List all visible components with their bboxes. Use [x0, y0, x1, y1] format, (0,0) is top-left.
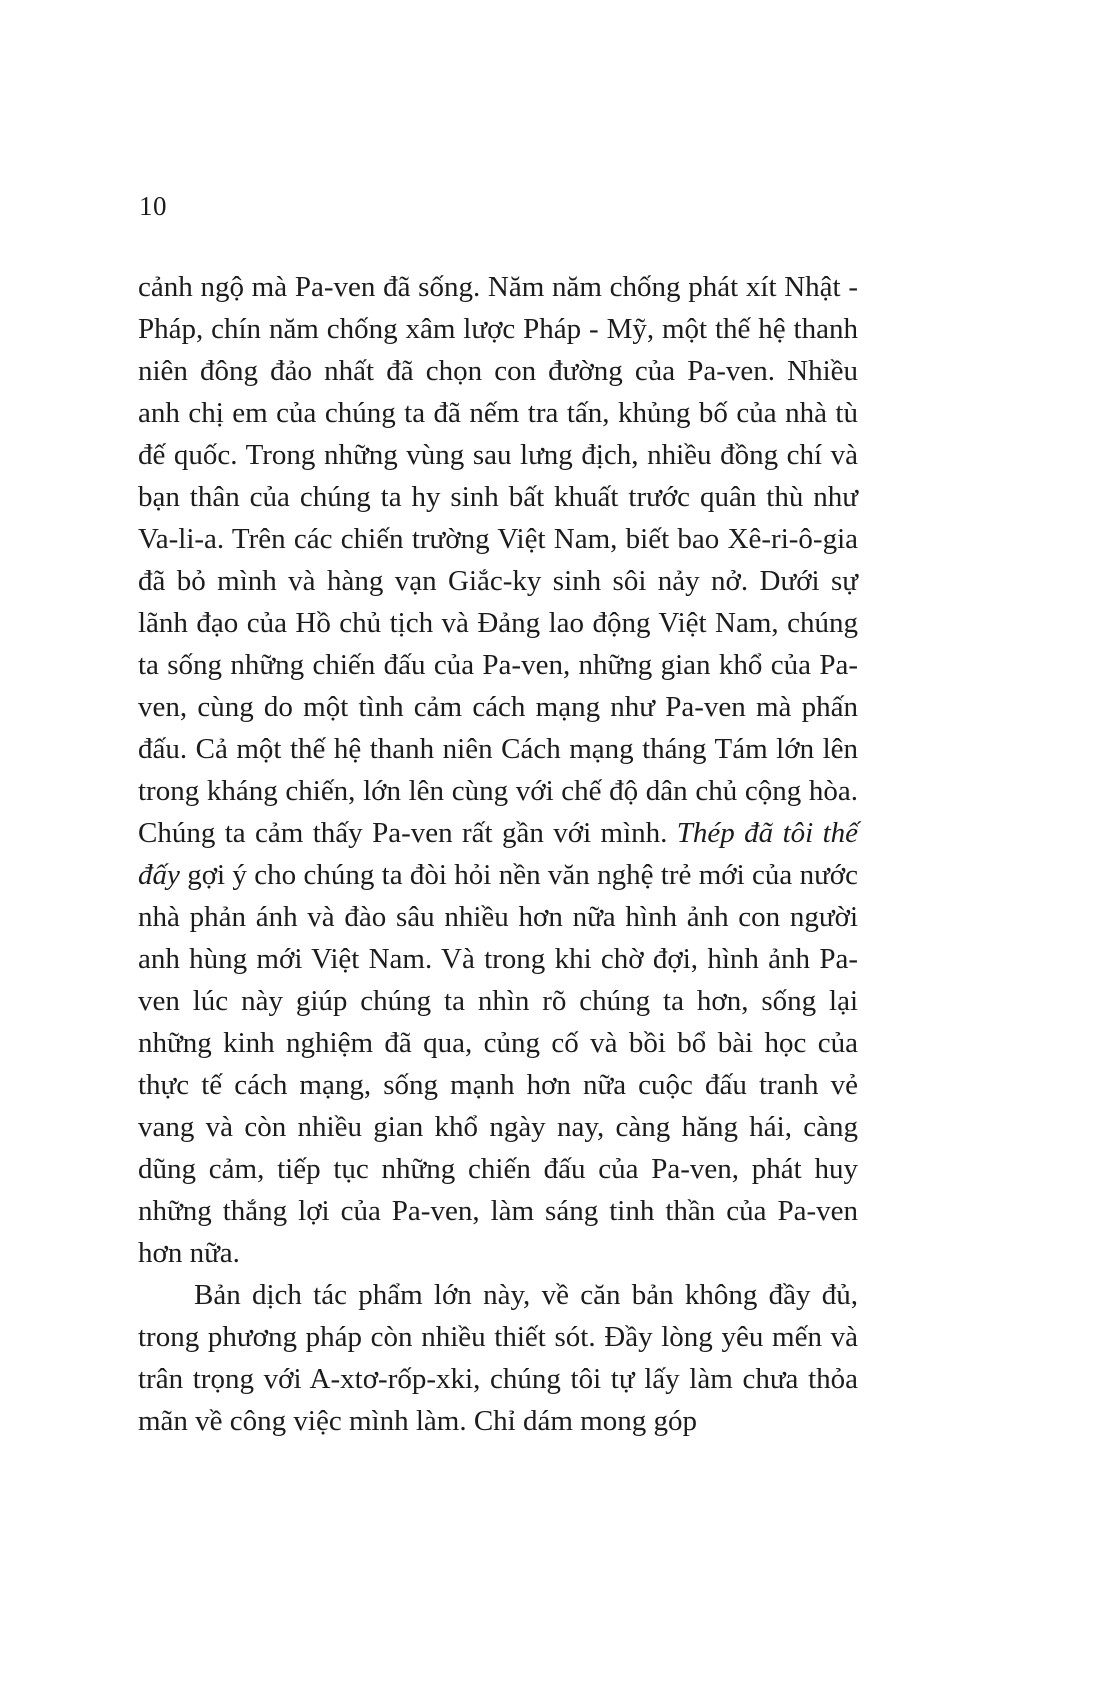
page-number: 10	[139, 191, 167, 221]
book-title-italic: Thép đã tôi thế đấy	[138, 817, 859, 891]
paragraph-2: Bản dịch tác phẩm lớn này, về căn bản không đầy đủ, trong phương pháp còn nhiều thiết sót. Đầy lòng yêu mến và trân trọng với A-xtơ-rốp-xki, chúng tôi tự lấy làm chưa thỏa mãn về công việc mình làm. Chỉ dám mong góp	[138, 1279, 858, 1437]
page-text-block	[138, 266, 858, 1442]
paragraph-1-text-before-italic: cảnh ngộ mà Pa-ven đã sống. Năm năm chống phát xít Nhật - Pháp, chín năm chống xâm lược Pháp - Mỹ, một thế hệ thanh niên đông đảo nhất đã chọn con đường của Pa-ven. Nhiều anh chị em của chúng ta đã nếm tra tấn, khủng bố của nhà tù đế quốc. Trong những vùng sau lưng địch, nhiều đồng chí và bạn thân của chúng ta hy sinh bất khuất trước quân thù như Va-li-a. Trên các chiến trường Việt Nam, biết bao Xê-ri-ô-gia đã bỏ mình và hàng vạn Giắc-ky sinh sôi nảy nở. Dưới sự lãnh đạo của Hồ chủ tịch và Đảng lao động Việt Nam, chúng ta sống những chiến đấu của Pa-ven, những gian khổ của Pa-ven, cùng do một tình cảm cách mạng như Pa-ven mà phấn đấu. Cả một thế hệ thanh niên Cách mạng tháng Tám lớn lên trong kháng chiến, lớn lên cùng với chế độ dân chủ cộng hòa. Chúng ta cảm thấy Pa-ven rất gần với mình.	[138, 271, 858, 849]
paragraph-1	[138, 266, 858, 1274]
paragraph-1-text-after-italic: gợi ý cho chúng ta đòi hỏi nền văn nghệ trẻ mới của nước nhà phản ánh và đào sâu nhiều hơn nữa hình ảnh con người anh hùng mới Việt Nam. Và trong khi chờ đợi, hình ảnh Pa-ven lúc này giúp chúng ta nhìn rõ chúng ta hơn, sống lại những kinh nghiệm đã qua, củng cố và bồi bổ bài học của thực tế cách mạng, sống mạnh hơn nữa cuộc đấu tranh vẻ vang và còn nhiều gian khổ ngày nay, càng hăng hái, càng dũng cảm, tiếp tục những chiến đấu của Pa-ven, phát huy những thắng lợi của Pa-ven, làm sáng tinh thần của Pa-ven hơn nữa.	[138, 859, 858, 1269]
